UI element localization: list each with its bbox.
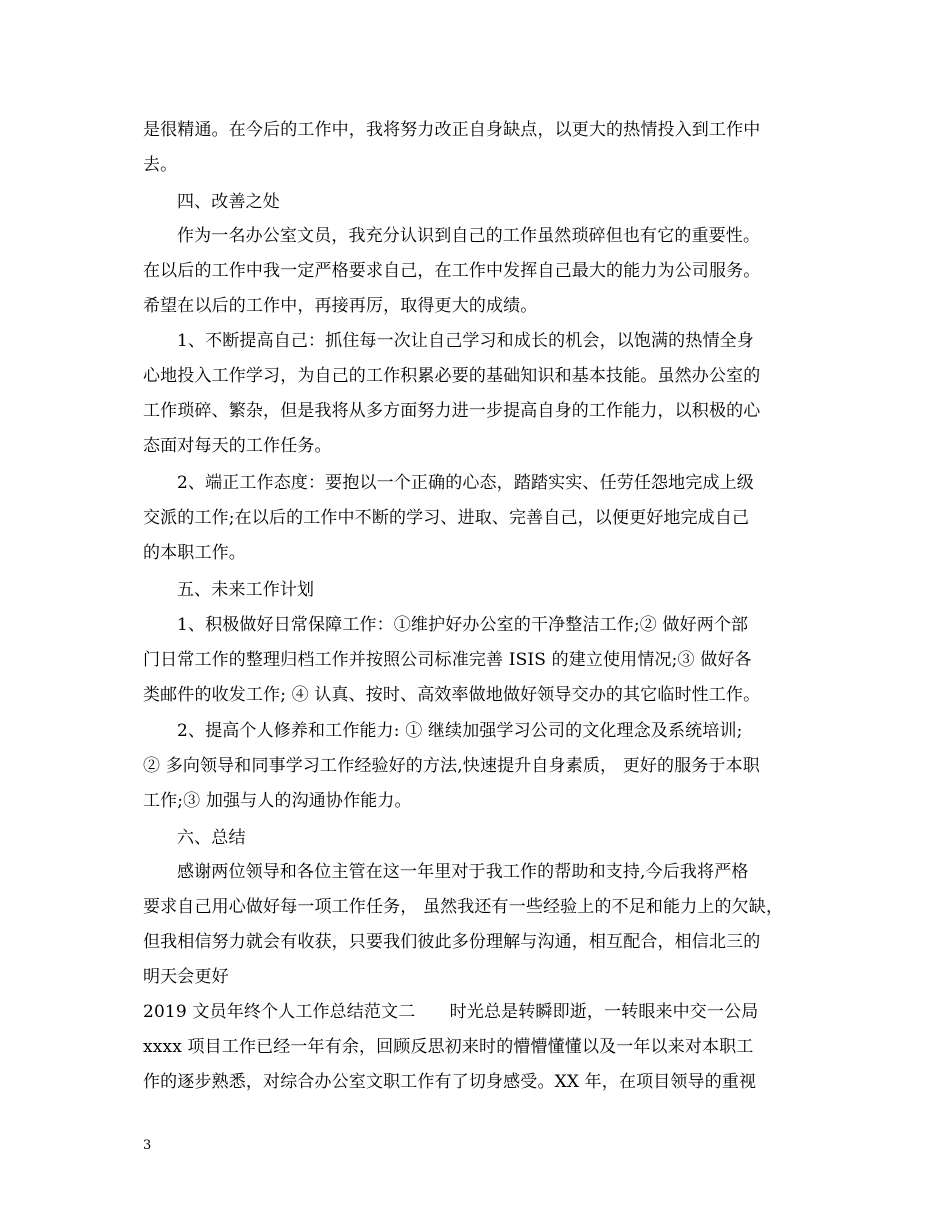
paragraph-line: 是很精通。在今后的工作中，我将努力改正自身缺点，以更大的热情投入到工作中 [143, 120, 761, 140]
paragraph-line: 的本职工作。 [143, 543, 246, 563]
paragraph-line: 希望在以后的工作中，再接再厉，取得更大的成绩。 [143, 296, 538, 316]
section-heading: 六、总结 [177, 828, 246, 848]
paragraph-line: 态面对每天的工作任务。 [143, 436, 332, 456]
paragraph-line: 2019 文员年终个人工作总结范文二 时光总是转瞬即逝，一转眼来中交一公局 [143, 1002, 759, 1022]
list-item-line: 2、端正工作态度：要抱以一个正确的心态，踏踏实实、任劳任怨地完成上级 [177, 473, 754, 493]
paragraph-line: 作为一名办公室文员，我充分认识到自己的工作虽然琐碎但也有它的重要性。 [177, 226, 761, 246]
paragraph-line: 心地投入工作学习，为自己的工作积累必要的基础知识和基本技能。虽然办公室的 [143, 366, 761, 386]
list-item-line: 2、提高个人修养和工作能力: ① 继续加强学习公司的文化理念及系统培训; [177, 721, 743, 741]
paragraph-line: 要求自己用心做好每一项工作任务， 虽然我还有一些经验上的不足和能力上的欠缺， [143, 897, 784, 917]
paragraph-line: 在以后的工作中我一定严格要求自己，在工作中发挥自己最大的能力为公司服务。 [143, 261, 761, 281]
paragraph-line: 但我相信努力就会有收获，只要我们彼此多份理解与沟通，相互配合，相信北三的 [143, 932, 761, 952]
paragraph-line: 去。 [143, 155, 178, 175]
section-heading: 四、改善之处 [177, 192, 280, 212]
page-number: 3 [143, 1138, 152, 1153]
paragraph-line: 工作琐碎、繁杂，但是我将从多方面努力进一步提高自身的工作能力，以积极的心 [143, 401, 761, 421]
paragraph-line: 感谢两位领导和各位主管在这一年里对于我工作的帮助和支持,今后我将严格 [177, 862, 749, 882]
section-heading: 五、未来工作计划 [177, 580, 315, 600]
paragraph-line: ② 多向领导和同事学习工作经验好的方法,快速提升自身素质， 更好的服务于本职 [143, 756, 760, 776]
list-item-line: 1、积极做好日常保障工作：①维护好办公室的干净整洁工作;② 做好两个部 [177, 615, 749, 635]
list-item-line: 1、不断提高自己：抓住每一次让自己学习和成长的机会，以饱满的热情全身 [177, 331, 754, 351]
paragraph-line: 作的逐步熟悉，对综合办公室文职工作有了切身感受。XX 年，在项目领导的重视 [143, 1072, 757, 1092]
paragraph-line: 工作;③ 加强与人的沟通协作能力。 [143, 791, 412, 811]
paragraph-line: xxxx 项目工作已经一年有余，回顾反思初来时的懵懵懂懂以及一年以来对本职工 [143, 1037, 754, 1057]
paragraph-line: 明天会更好 [143, 967, 229, 987]
paragraph-line: 交派的工作;在以后的工作中不断的学习、进取、完善自己，以便更好地完成自己 [143, 508, 750, 528]
paragraph-line: 类邮件的收发工作; ④ 认真、按时、高效率做地做好领导交办的其它临时性工作。 [143, 685, 761, 705]
paragraph-line: 门日常工作的整理归档工作并按照公司标准完善 ISIS 的建立使用情况;③ 做好各 [143, 650, 752, 670]
